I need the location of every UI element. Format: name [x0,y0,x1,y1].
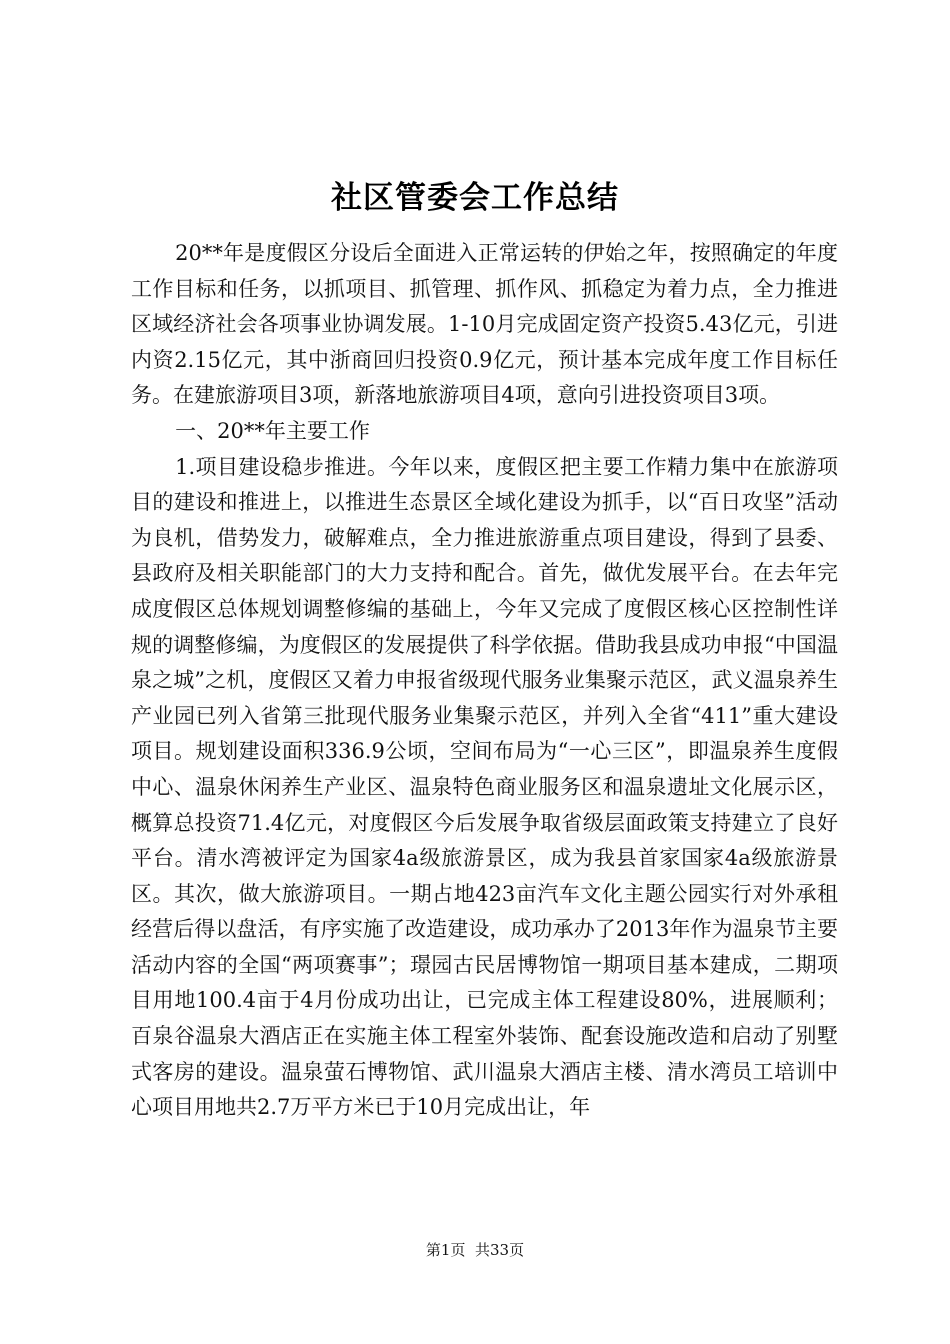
page-footer [0,1240,950,1260]
paragraph-intro: 20**年是度假区分设后全面进入正常运转的伊始之年，按照确定的年度工作目标和任务，以抓项目、抓管理、抓作风、抓稳定为着力点，全力推进区域经济社会各项事业协调发展。1-10月完成固定资产投资5.43亿元，引进内资2.15亿元，其中浙商回归投资0.9亿元，预计基本完成年度工作目标任务。在建旅游项目3项，新落地旅游项目4项，意向引进投资项目3项。 [131,241,838,408]
section-heading: 一、20**年主要工作 [175,418,370,443]
page-number-label: 第1页 共33页 [425,1241,525,1259]
document-body [131,236,838,1126]
paragraph-project-construction: 1.项目建设稳步推进。今年以来，度假区把主要工作精力集中在旅游项目的建设和推进上，以推进生态景区全域化建设为抓手，以“百日攻坚”活动为良机，借势发力，破解难点，全力推进旅游重点项目建设，得到了县委、县政府及相关职能部门的大力支持和配合。首先，做优发展平台。在去年完成度假区总体规划调整修编的基础上，今年又完成了度假区核心区控制性详规的调整修编，为度假区的发展提供了科学依据。借助我县成功申报“中国温泉之城”之机，度假区又着力申报省级现代服务业集聚示范区，武义温泉养生产业园已列入省第三批现代服务业集聚示范区，并列入全省“411”重大建设项目。规划建设面积336.9公顷，空间布局为“一心三区”，即温泉养生度假中心、温泉休闲养生产业区、温泉特色商业服务区和温泉遗址文化展示区，概算总投资71.4亿元，对度假区今后发展争取省级层面政策支持建立了良好平台。清水湾被评定为国家4a级旅游景区，成为我县首家国家4a级旅游景区。其次，做大旅游项目。一期占地423亩汽车文化主题公园实行对外承租经营后得以盘活，有序实施了改造建设，成功承办了2013年作为温泉节主要活动内容的全国“两项赛事”；璟园古民居博物馆一期项目基本建成，二期项目用地100.4亩于4月份成功出让，已完成主体工程建设80%，进展顺利；百泉谷温泉大酒店正在实施主体工程室外装饰、配套设施改造和启动了别墅式客房的建设。温泉萤石博物馆、武川温泉大酒店主楼、清水湾员工培训中心项目用地共2.7万平方米已于10月完成出让，年 [131,454,838,1120]
document-title: 社区管委会工作总结 [331,180,619,216]
